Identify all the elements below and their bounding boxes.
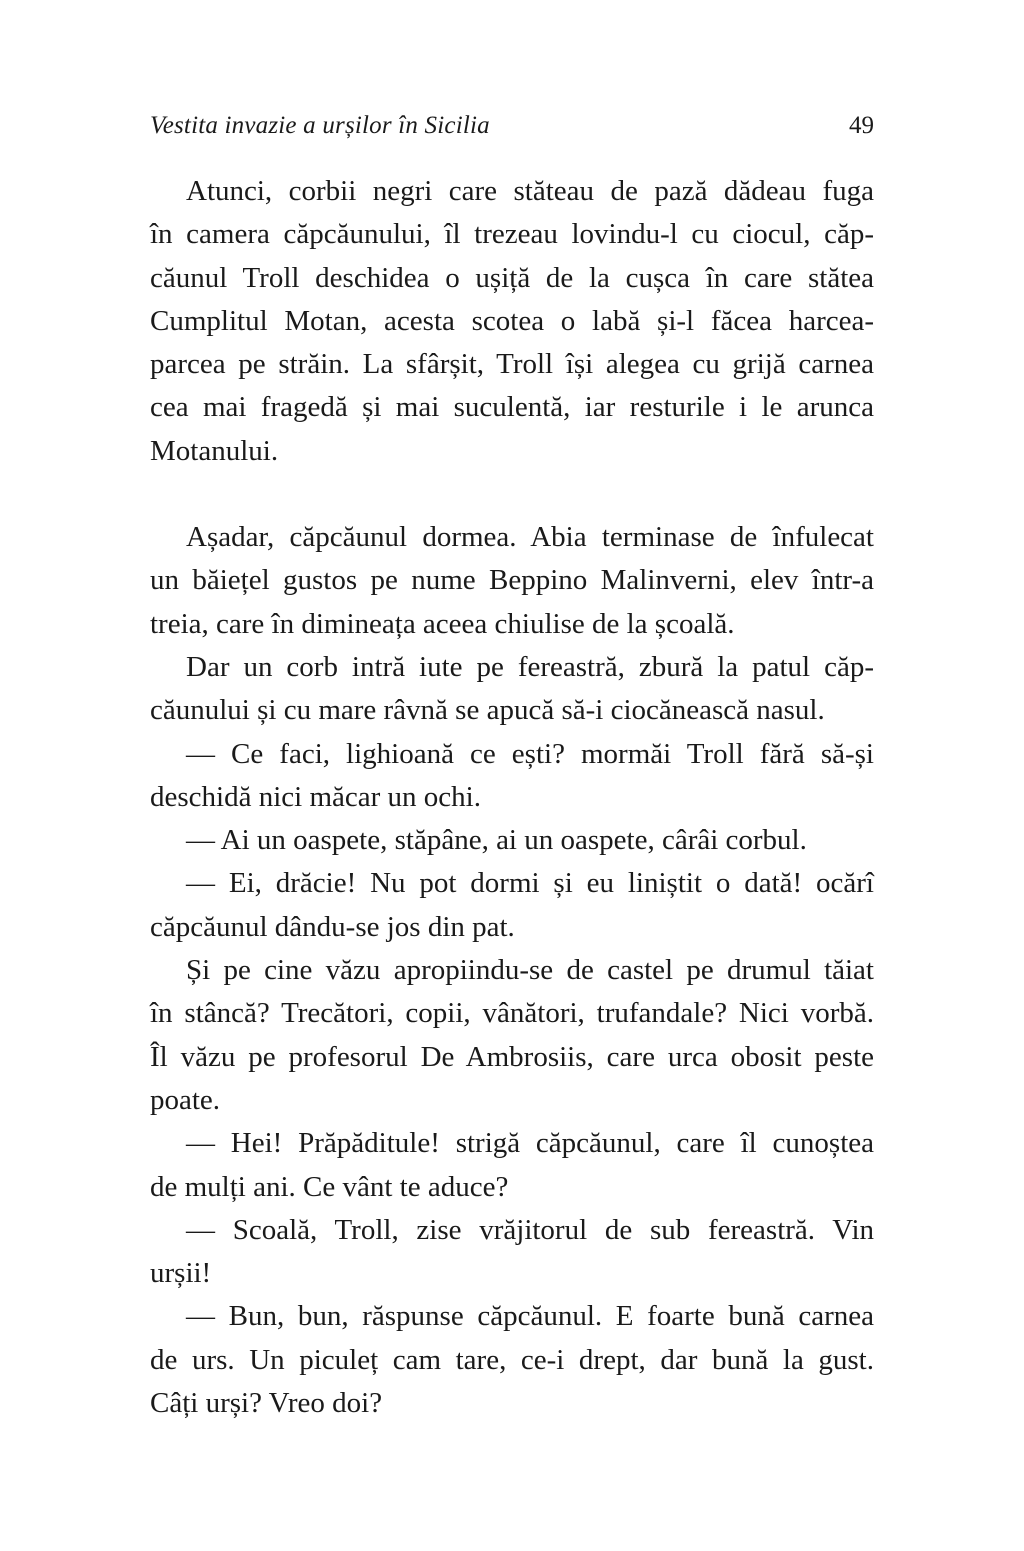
dialogue-paragraph	[150, 1295, 874, 1425]
paragraph	[150, 949, 874, 1122]
text-line: un băiețel gustos pe nume Beppino Malinverni, elev într-a	[150, 564, 874, 597]
text-line: Atunci, corbii negri care stăteau de pază dădeau fuga	[186, 175, 874, 207]
text-line: treia, care în dimineața aceea chiulise de la școală.	[150, 607, 735, 640]
text-line: de mulți ani. Ce vânt te aduce?	[150, 1170, 509, 1203]
text-line: căpcăunul dându-se jos din pat.	[150, 910, 515, 943]
book-page	[150, 0, 874, 1551]
dialogue-paragraph	[150, 1122, 874, 1209]
text-line: — Bun, bun, răspunse căpcăunul. E foarte bună carnea	[186, 1300, 874, 1333]
text-line: căunul Troll deschidea o ușiță de la cușca în care stătea	[150, 261, 874, 294]
text-line: Motanului.	[150, 434, 279, 467]
text-line: Câți urși? Vreo doi?	[150, 1387, 383, 1420]
text-line: de urs. Un piculeț cam tare, ce-i drept, dar bună la gust.	[150, 1343, 874, 1376]
dialogue-paragraph	[150, 1209, 874, 1296]
paragraph	[150, 646, 874, 733]
running-header	[150, 112, 874, 148]
text-line: în stâncă? Trecători, copii, vânători, trufandale? Nici vorbă.	[150, 997, 874, 1030]
text-line: cea mai fragedă și mai suculentă, iar resturile i le arunca	[150, 391, 874, 424]
text-line: — Ai un oaspete, stăpâne, ai un oaspete, cârâi corbul.	[186, 824, 807, 857]
text-line: Și pe cine văzu apropiindu-se de castel pe drumul tăiat	[186, 954, 874, 987]
running-title: Vestita invazie a urșilor în Sicilia	[150, 112, 490, 139]
text-line: deschidă nici măcar un ochi.	[150, 780, 481, 813]
body-text	[150, 170, 874, 1425]
text-line: — Ei, drăcie! Nu pot dormi și eu liniștit o dată! ocărî	[186, 867, 874, 900]
text-line: urșii!	[150, 1257, 212, 1290]
text-line: Îl văzu pe profesorul De Ambrosiis, care urca obosit peste	[150, 1040, 874, 1073]
page-number: 49	[849, 112, 874, 139]
text-line: — Ce faci, lighioană ce ești? mormăi Troll fără să-și	[186, 737, 874, 770]
text-line: în camera căpcăunului, îl trezeau lovindu-l cu ciocul, căp-	[150, 218, 874, 251]
text-line: — Scoală, Troll, zise vrăjitorul de sub fereastră. Vin	[186, 1213, 874, 1246]
dialogue-paragraph	[150, 862, 874, 949]
dialogue-paragraph	[150, 733, 874, 820]
text-line: Cumplitul Motan, acesta scotea o labă și-l făcea harcea-	[150, 304, 874, 337]
text-line: Dar un corb intră iute pe fereastră, zbură la patul căp-	[186, 650, 874, 683]
text-line: — Hei! Prăpăditule! strigă căpcăunul, care îl cunoștea	[186, 1127, 874, 1160]
paragraph	[150, 170, 874, 473]
dialogue-paragraph	[150, 819, 874, 862]
text-line: parcea pe străin. La sfârșit, Troll își alegea cu grijă carnea	[150, 348, 874, 381]
paragraph	[150, 516, 874, 646]
text-line: poate.	[150, 1083, 221, 1116]
text-line: Așadar, căpcăunul dormea. Abia terminase de înfulecat	[186, 521, 874, 554]
text-line: căunului și cu mare râvnă se apucă să-i ciocănească nasul.	[150, 694, 825, 727]
